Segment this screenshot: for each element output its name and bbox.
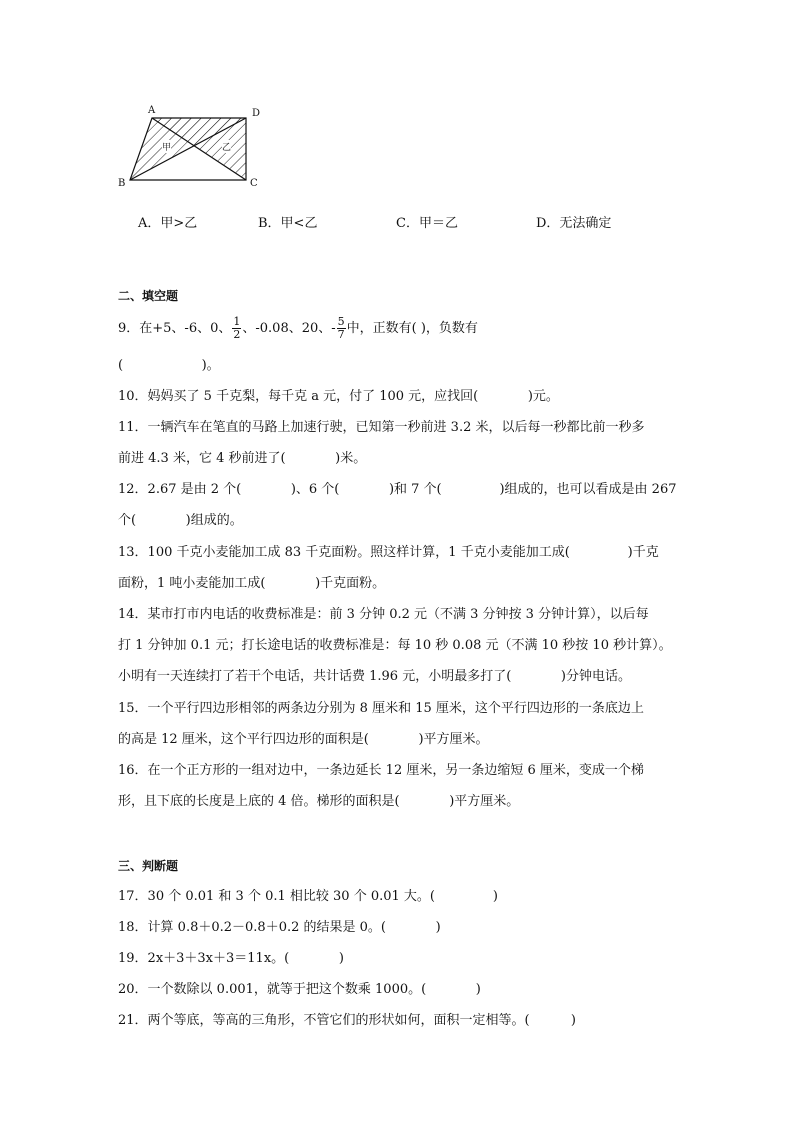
label-b: B	[118, 178, 126, 189]
question-11-line-2: 前进 4.3 米，它 4 秒前进了( )米。	[118, 451, 367, 466]
section-fill-in-heading: 二、填空题	[118, 289, 179, 303]
label-c: C	[250, 178, 258, 189]
question-16-line-1: 16．在一个正方形的一组对边中，一条边延长 12 厘米，另一条边缩短 6 厘米，变成一个梯	[118, 763, 644, 778]
fraction-denominator: 7	[337, 328, 345, 341]
question-14-line-2: 打 1 分钟加 0.1 元；打长途电话的收费标准是：每 10 秒 0.08 元（不满 10 秒按 10 秒计算）。	[118, 638, 672, 653]
parallelogram-figure	[116, 104, 266, 190]
question-21: 21．两个等底，等高的三角形，不管它们的形状如何，面积一定相等。( )	[118, 1013, 577, 1028]
option-b[interactable]: B．甲<乙	[258, 216, 318, 231]
fraction-numerator: 5	[337, 315, 345, 328]
label-d: D	[252, 108, 261, 119]
fraction-one-half	[232, 316, 241, 341]
fraction-denominator: 2	[233, 328, 241, 341]
question-13-line-1: 13．100 千克小麦能加工成 83 千克面粉。照这样计算，1 千克小麦能加工成( )千克	[118, 545, 659, 560]
question-12-line-1: 12．2.67 是由 2 个( )、6 个( )和 7 个( )组成的，也可以看成是由 267	[118, 482, 677, 497]
question-15-line-2: 的高是 12 厘米，这个平行四边形的面积是( )平方厘米。	[118, 732, 489, 747]
option-d[interactable]: D．无法确定	[536, 216, 612, 231]
question-16-line-2: 形，且下底的长度是上底的 4 倍。梯形的面积是( )平方厘米。	[118, 794, 520, 809]
q9-suffix: 中，正数有( )，负数有	[346, 321, 478, 336]
question-18: 18．计算 0.8＋0.2－0.8＋0.2 的结果是 0。( )	[118, 920, 441, 935]
q9-middle: 、-0.08、20、-	[242, 321, 336, 336]
question-14-line-1: 14．某市打市内电话的收费标准是：前 3 分钟 0.2 元（不满 3 分钟按 3 分钟计算），以后每	[118, 607, 649, 622]
question-14-line-3: 小明有一天连续打了若干个电话，共计话费 1.96 元，小明最多打了( )分钟电话。	[118, 669, 631, 684]
question-19: 19．2x＋3＋3x＋3＝11x。( )	[118, 951, 344, 966]
label-a: A	[148, 105, 156, 116]
option-a[interactable]: A．甲>乙	[138, 216, 198, 231]
label-yi: 乙	[222, 140, 231, 153]
question-9-line-2: ( )。	[118, 358, 220, 373]
choice-options	[138, 212, 698, 232]
parallelogram-diagram	[116, 104, 266, 190]
fraction-numerator: 1	[233, 315, 241, 328]
fraction-five-sevenths	[337, 316, 346, 341]
question-12-line-2: 个( )组成的。	[118, 513, 243, 528]
option-c[interactable]: C．甲＝乙	[396, 216, 458, 231]
question-15-line-1: 15．一个平行四边形相邻的两条边分别为 8 厘米和 15 厘米，这个平行四边形的一条底边上	[118, 701, 644, 716]
question-11-line-1: 11．一辆汽车在笔直的马路上加速行驶，已知第一秒前进 3.2 米，以后每一秒都比前一秒多	[118, 420, 645, 435]
question-9	[118, 316, 478, 341]
section-true-false-heading: 三、判断题	[118, 859, 179, 873]
question-17: 17．30 个 0.01 和 3 个 0.1 相比较 30 个 0.01 大。( )	[118, 889, 498, 904]
label-jia: 甲	[162, 140, 171, 153]
q9-prefix: 9．在+5、-6、0、	[118, 321, 232, 336]
question-20: 20．一个数除以 0.001，就等于把这个数乘 1000。( )	[118, 982, 481, 997]
question-13-line-2: 面粉，1 吨小麦能加工成( )千克面粉。	[118, 576, 386, 591]
question-10: 10．妈妈买了 5 千克梨，每千克 a 元，付了 100 元，应找回( )元。	[118, 389, 559, 404]
